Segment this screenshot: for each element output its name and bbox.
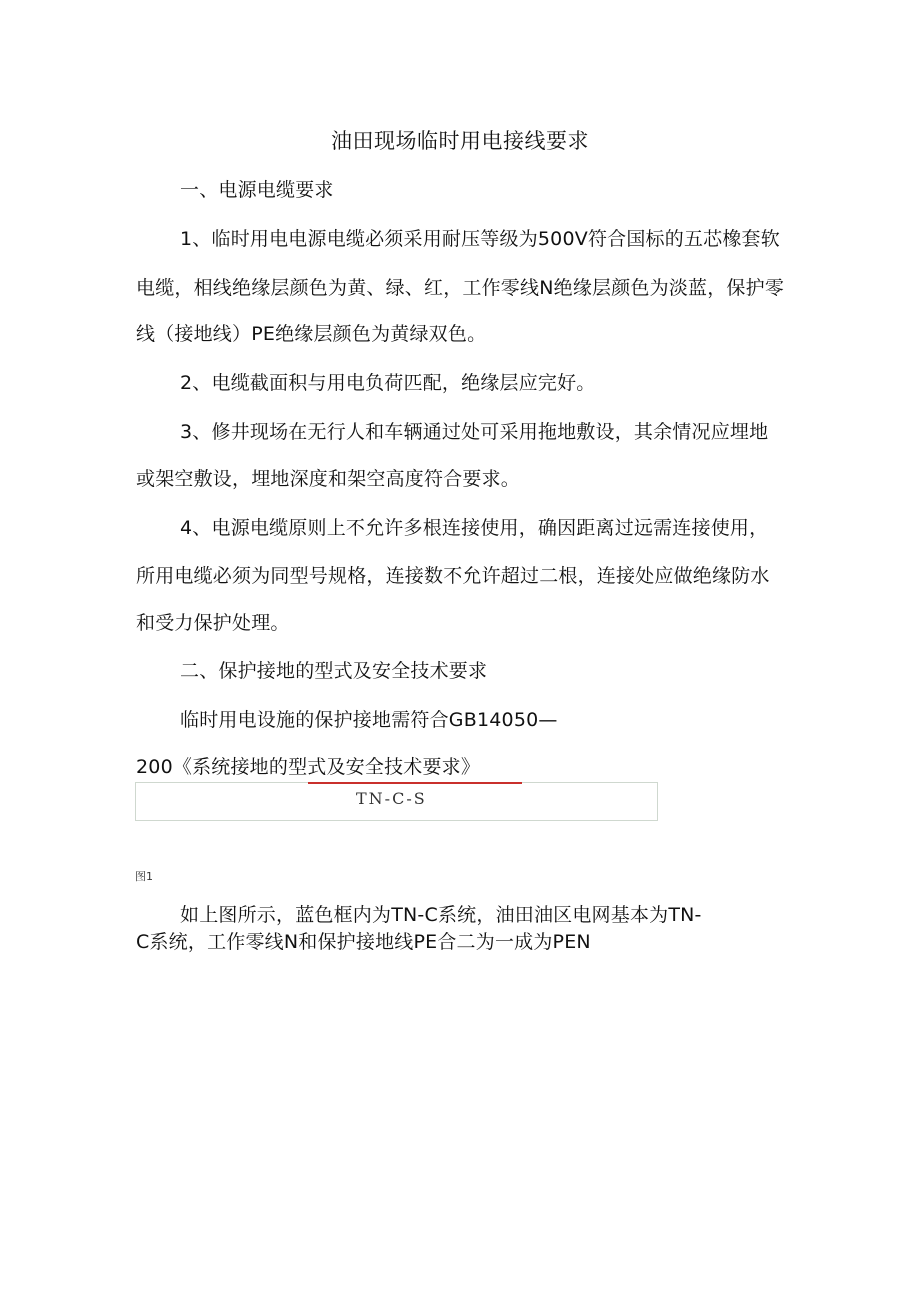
document-title: 油田现场临时用电接线要求: [331, 129, 589, 153]
paragraph-1-line-3: 线（接地线）PE绝缘层颜色为黄绿双色。: [136, 323, 487, 345]
paragraph-1-line-2: 电缆，相线绝缘层颜色为黄、绿、红，工作零线N绝缘层颜色为淡蓝，保护零: [136, 277, 785, 299]
figure-caption: 图1: [135, 870, 153, 883]
section-heading-protective-grounding: 二、保护接地的型式及安全技术要求: [180, 660, 488, 682]
section-heading-power-cable: 一、电源电缆要求: [180, 179, 334, 201]
paragraph-2-line-1: 2、电缆截面积与用电负荷匹配，绝缘层应完好。: [180, 372, 596, 394]
paragraph-3-line-1: 3、修井现场在无行人和车辆通过处可采用拖地敷设，其余情况应埋地: [180, 421, 769, 443]
paragraph-4-line-2: 所用电缆必须为同型号规格，连接数不允许超过二根，连接处应做绝缘防水: [136, 565, 770, 587]
paragraph-6-line-2: C系统，工作零线N和保护接地线PE合二为一成为PEN: [136, 931, 591, 953]
paragraph-5-line-2: 200《系统接地的型式及安全技术要求》: [136, 756, 481, 778]
figure-label-tn-c-s: TN-C-S: [356, 789, 427, 808]
figure-red-line: [308, 782, 522, 784]
paragraph-1-line-1: 1、临时用电电源电缆必须采用耐压等级为500V符合国标的五芯橡套软: [180, 228, 780, 250]
paragraph-3-line-2: 或架空敷设，埋地深度和架空高度符合要求。: [136, 468, 521, 490]
paragraph-4-line-1: 4、电源电缆原则上不允许多根连接使用，确因距离过远需连接使用，: [180, 517, 769, 539]
paragraph-6-line-1: 如上图所示，蓝色框内为TN-C系统，油田油区电网基本为TN-: [180, 904, 702, 926]
paragraph-5-line-1: 临时用电设施的保护接地需符合GB14050—: [180, 709, 558, 731]
paragraph-4-line-3: 和受力保护处理。: [136, 612, 290, 634]
